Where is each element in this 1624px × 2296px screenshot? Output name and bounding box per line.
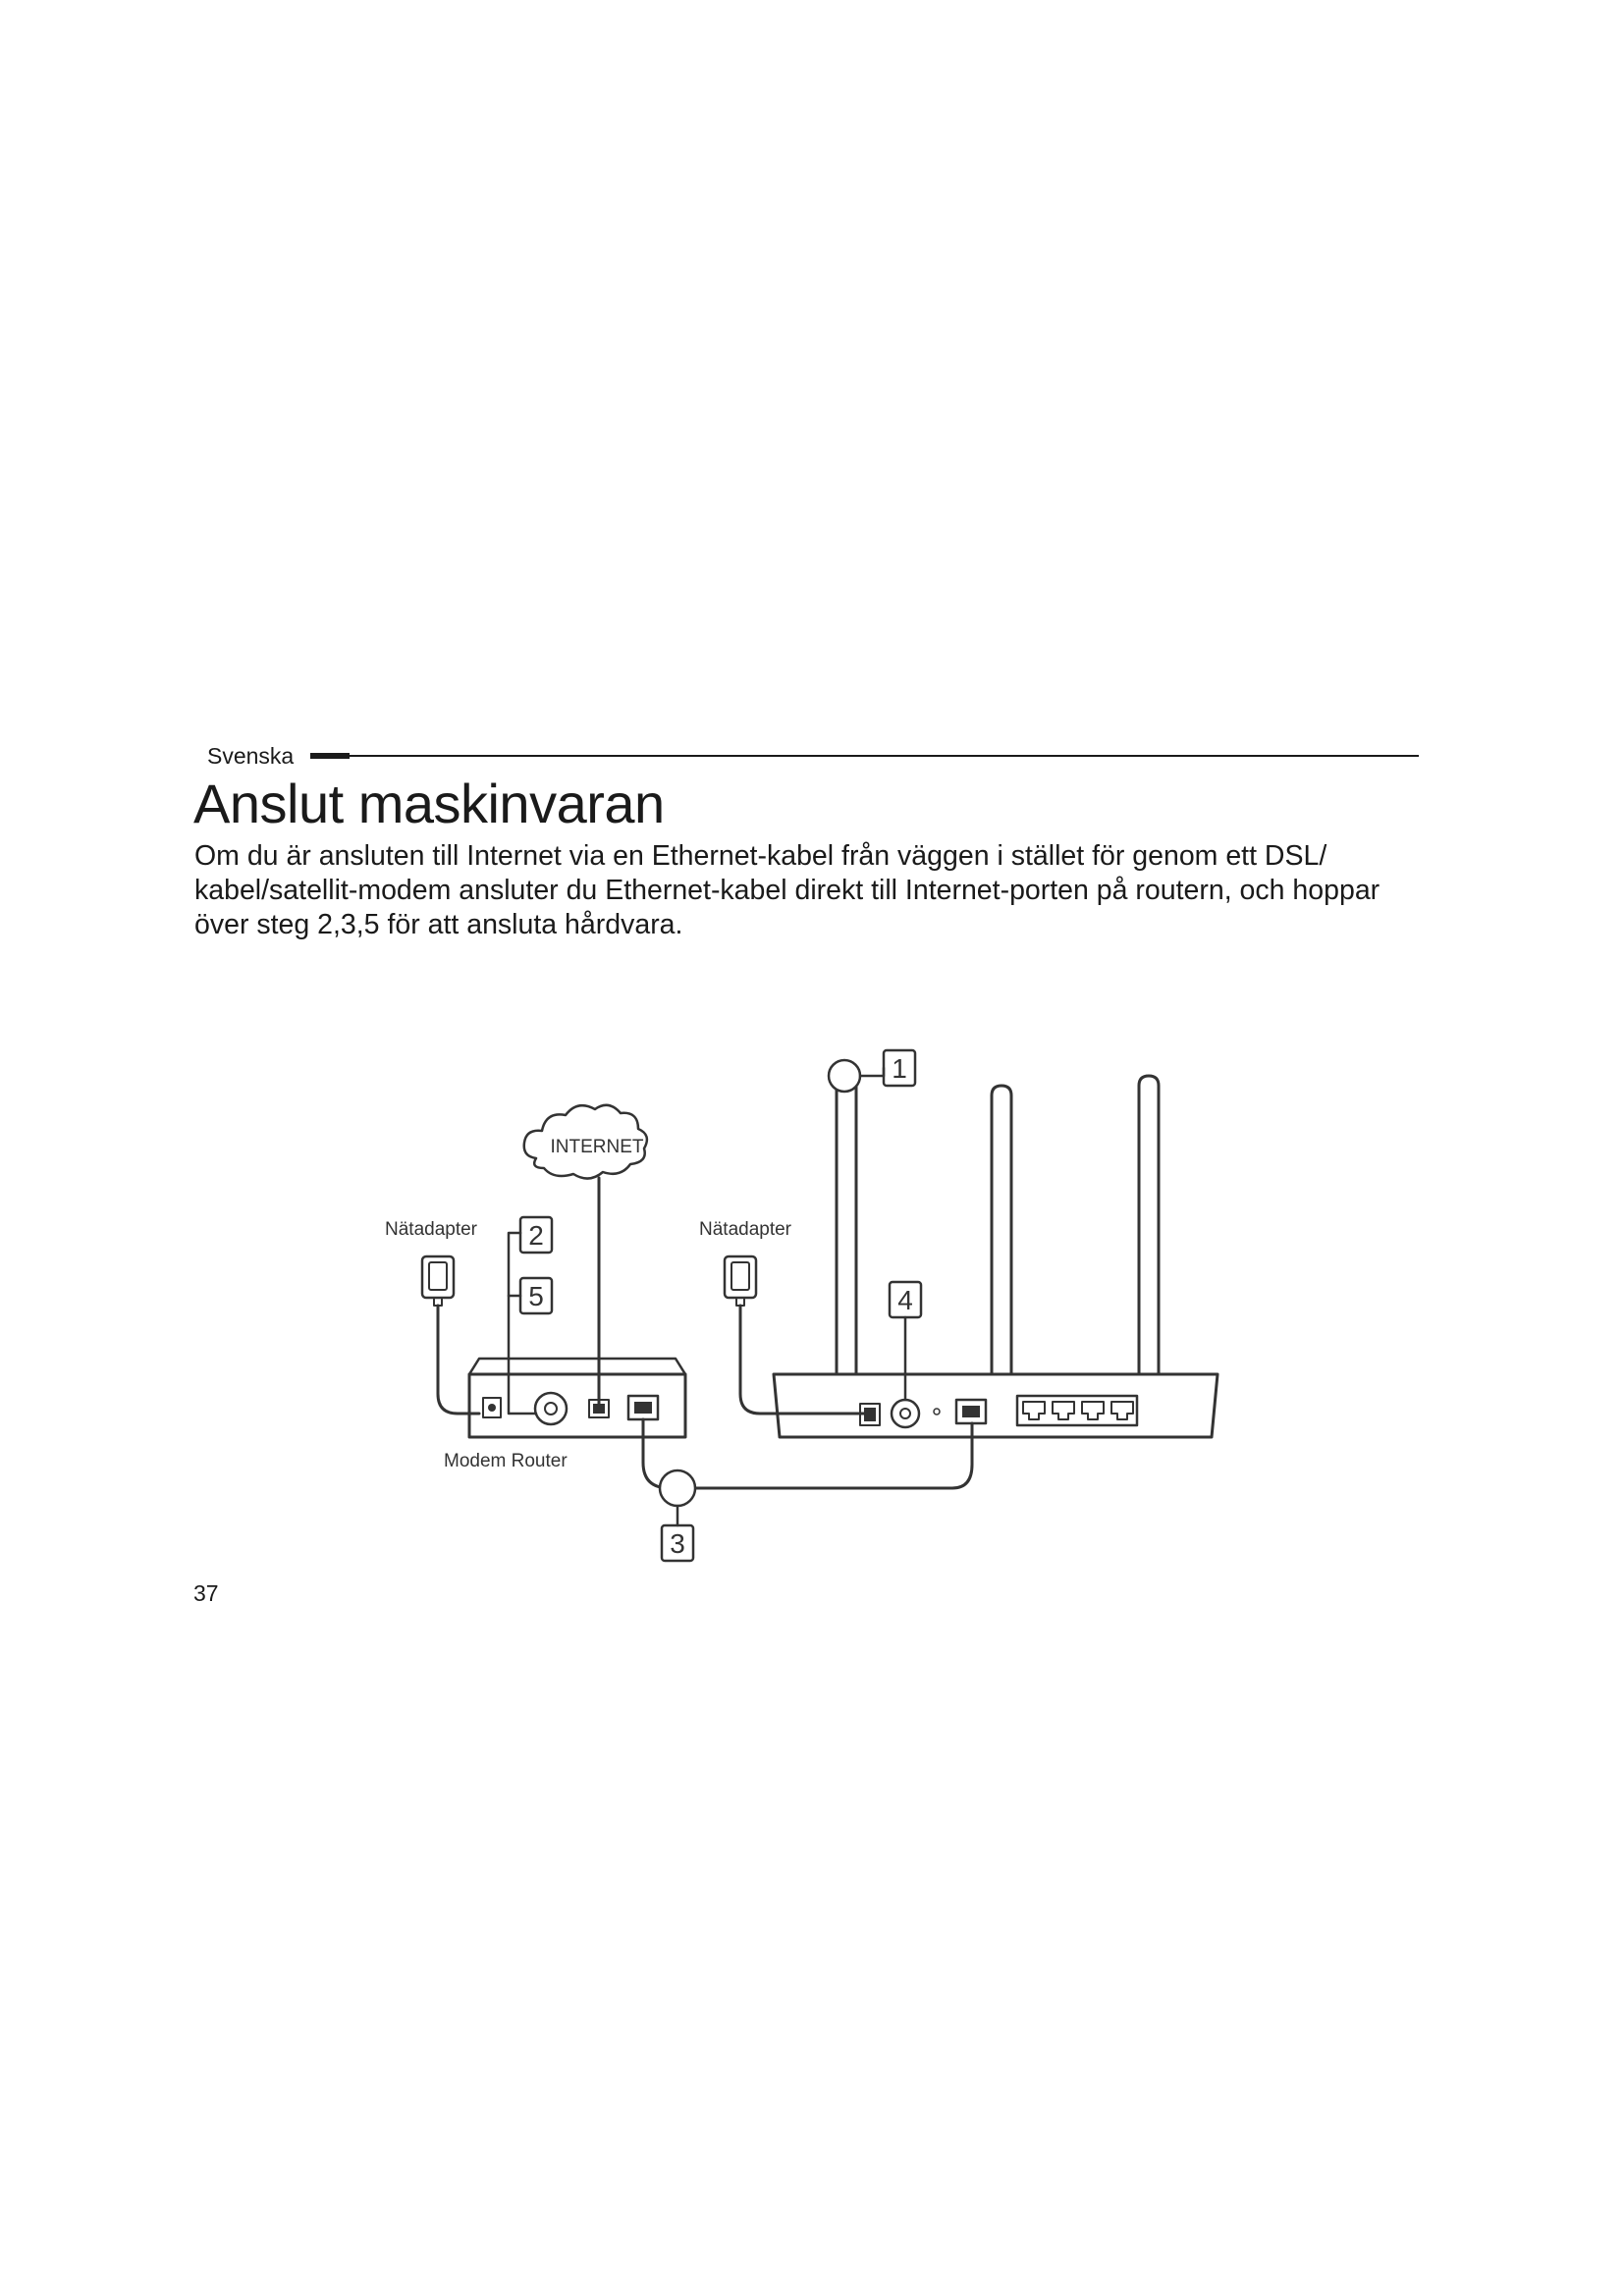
- step-5-label: 5: [528, 1281, 544, 1311]
- step-2-5-leader: [509, 1233, 536, 1414]
- step-3-label: 3: [670, 1528, 685, 1559]
- intro-paragraph: Om du är ansluten till Internet via en Ethernet-kabel från väggen i stället för genom ett DSL/ kabel/satellit-modem ansluter du Ethernet-kabel direkt till Internet-porten på routern, och hoppar över steg 2,3,5 för att ansluta hårdvara.: [194, 840, 1380, 940]
- step-3-callout: [662, 1525, 693, 1561]
- power-adapter-right-icon: [725, 1256, 866, 1414]
- internet-label: INTERNET: [550, 1137, 644, 1157]
- step-1-label: 1: [892, 1053, 907, 1084]
- step-2-callout: [520, 1217, 552, 1253]
- step-5-callout: [520, 1278, 552, 1313]
- step-2-label: 2: [528, 1220, 544, 1251]
- step-1-callout: [884, 1050, 915, 1086]
- wireless-router: [774, 1374, 1218, 1437]
- internet-cloud-icon: [524, 1105, 647, 1179]
- page-number: 37: [193, 1580, 219, 1606]
- hardware-connection-diagram: [363, 1041, 1267, 1595]
- step-1-marker: [829, 1060, 860, 1092]
- modem-router: [469, 1359, 685, 1437]
- adapter-left-label: Nätadapter: [385, 1219, 478, 1240]
- section-language-label: Svenska: [207, 743, 295, 769]
- router-antennas: [837, 1076, 1159, 1374]
- adapter-right-label: Nätadapter: [699, 1219, 792, 1240]
- step-4-label: 4: [897, 1285, 913, 1315]
- section-header-rule: [344, 755, 1419, 757]
- step-4-callout: [890, 1282, 921, 1317]
- modem-router-label: Modem Router: [444, 1451, 568, 1471]
- page-title: Anslut maskinvaran: [193, 773, 665, 834]
- step-3-marker: [660, 1470, 695, 1506]
